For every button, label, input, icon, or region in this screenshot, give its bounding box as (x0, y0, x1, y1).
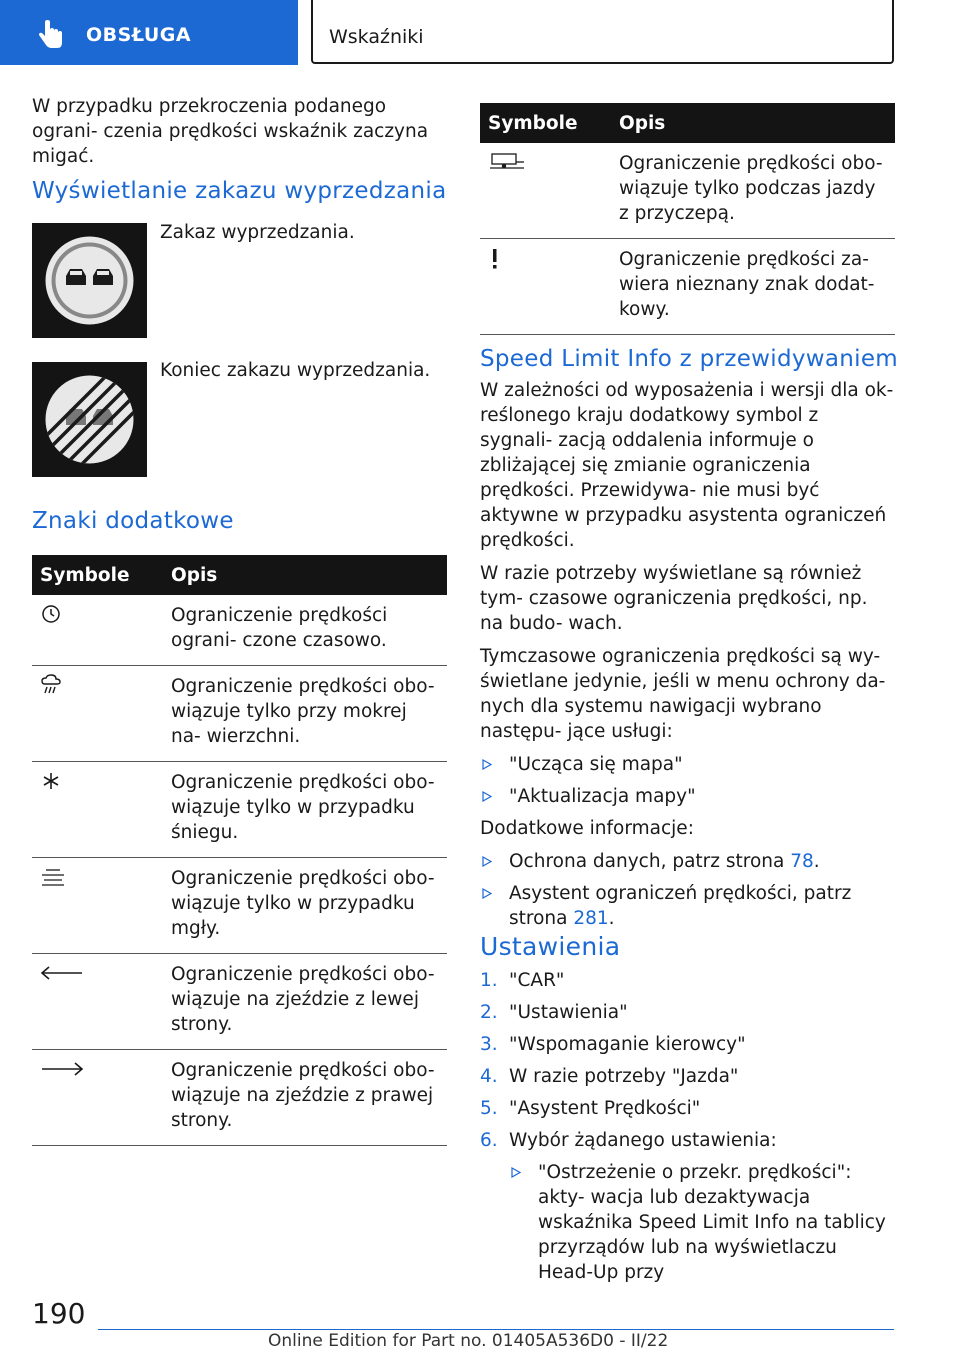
symbol-cell (32, 858, 171, 954)
service-item-text: "Aktualizacja mapy" (509, 786, 696, 807)
list-item (480, 784, 895, 809)
description-cell: Ograniczenie prędkości obo- wiązuje tylko w przypadku mgły. (171, 858, 447, 954)
no-overtaking-sign-icon (32, 223, 147, 338)
page-link-281[interactable]: 281 (573, 908, 609, 929)
column-header-symbol: Symbole (480, 103, 619, 143)
list-item (480, 849, 895, 874)
end-no-overtaking-sign-image (32, 362, 147, 477)
steps-list (480, 968, 895, 1153)
description-cell: Ograniczenie prędkości obo- wiązuje tylko przy mokrej na- wierzchni. (171, 666, 447, 762)
step-text: "CAR" (509, 970, 565, 991)
sli-body (480, 378, 895, 938)
description-cell: Ograniczenie prędkości obo- wiązuje tylko w przypadku śniegu. (171, 762, 447, 858)
service-item-text: "Ucząca się mapa" (509, 754, 683, 775)
step-number: 1. (480, 970, 498, 991)
intro-paragraph: W przypadku przekroczenia podanego ograni- czenia prędkości wskaźnik zaczyna migać. (32, 96, 429, 167)
fog-icon (40, 866, 66, 888)
symbol-cell (480, 143, 619, 239)
table-row (32, 595, 447, 666)
step-number: 6. (480, 1130, 498, 1151)
description-cell: Ograniczenie prędkości za- wiera nieznany znak dodat- kowy. (619, 239, 895, 335)
sli-heading: Speed Limit Info z przewidywaniem (480, 346, 898, 372)
page-link-78[interactable]: 78 (790, 851, 814, 872)
description-cell: Ograniczenie prędkości ograni- czone czasowo. (171, 595, 447, 666)
step-number: 5. (480, 1098, 498, 1119)
more-info-suffix: . (813, 851, 820, 872)
trailer-icon (488, 151, 526, 173)
footer-rule (98, 1329, 894, 1330)
step-number: 3. (480, 1034, 498, 1055)
additional-signs-table (32, 555, 447, 1146)
extra-signs-table-wrap (480, 103, 895, 335)
setting-option-text: "Ostrzeżenie o przekr. prędkości": akty- wacja lub dezaktywacja wskaźnika Speed Limit Info na tablicy przyrządów lub na wyświetlaczu Head-Up przy (538, 1162, 886, 1283)
bullet-triangle-icon (482, 759, 492, 770)
additional-signs-table-wrap (32, 555, 447, 1146)
page-number: 190 (32, 1297, 86, 1330)
snowflake-icon (40, 770, 62, 792)
symbol-cell (32, 762, 171, 858)
table-row (32, 954, 447, 1050)
sli-paragraph-2: W razie potrzeby wyświetlane są również tym- czasowe ograniczenia prędkości, np. na budo- wach. (480, 563, 868, 634)
bullet-triangle-icon (482, 856, 492, 867)
no-overtaking-caption: Zakaz wyprzedzania. (160, 222, 355, 243)
list-item (509, 1160, 889, 1285)
arrow-right-icon (40, 1058, 84, 1080)
setting-options-list (509, 1160, 889, 1285)
symbol-cell (32, 1050, 171, 1146)
column-header-description: Opis (171, 555, 447, 595)
more-info-text: Ochrona danych, patrz strona (509, 851, 791, 872)
chapter-header (311, 0, 894, 64)
more-info-text: Asystent ograniczeń prędkości, patrz strona (509, 883, 852, 929)
step-item (480, 1064, 895, 1089)
step-text: W razie potrzeby "Jazda" (509, 1066, 739, 1087)
table-row (32, 762, 447, 858)
step-item (480, 968, 895, 993)
table-header-row (32, 555, 447, 595)
clock-icon (40, 603, 62, 625)
step-text: "Ustawienia" (509, 1002, 628, 1023)
step-item (480, 1032, 895, 1057)
table-row (32, 1050, 447, 1146)
step-text: "Wspomaganie kierowcy" (509, 1034, 746, 1055)
description-cell: Ograniczenie prędkości obo- wiązuje na zjeździe z prawej strony. (171, 1050, 447, 1146)
section-label: OBSŁUGA (86, 24, 192, 46)
chapter-title: Wskaźniki (329, 26, 424, 48)
bullet-triangle-icon (511, 1167, 521, 1178)
section-tab (0, 0, 298, 65)
services-list (480, 752, 895, 809)
step-item (480, 1000, 895, 1025)
symbol-cell (32, 666, 171, 762)
table-row (32, 666, 447, 762)
bullet-triangle-icon (482, 888, 492, 899)
extra-signs-table (480, 103, 895, 335)
symbol-cell (480, 239, 619, 335)
edition-info: Online Edition for Part no. 01405A536D0 - II/22 (268, 1331, 669, 1351)
rain-icon (40, 674, 64, 696)
overtaking-heading: Wyświetlanie zakazu wyprzedzania (32, 178, 447, 204)
table-header-row (480, 103, 895, 143)
bullet-triangle-icon (482, 791, 492, 802)
step-number: 2. (480, 1002, 498, 1023)
exclamation-icon (488, 247, 502, 271)
step-number: 4. (480, 1066, 498, 1087)
table-row (480, 239, 895, 335)
step-item (480, 1128, 895, 1153)
end-no-overtaking-sign-icon (32, 362, 147, 477)
settings-steps (480, 968, 895, 1292)
column-header-symbol: Symbole (32, 555, 171, 595)
more-info-list (480, 849, 895, 931)
symbol-cell (32, 595, 171, 666)
step-item (480, 1096, 895, 1121)
additional-signs-heading: Znaki dodatkowe (32, 508, 234, 534)
step-text: Wybór żądanego ustawienia: (509, 1130, 777, 1151)
list-item (480, 881, 895, 931)
settings-heading: Ustawienia (480, 932, 621, 961)
intro-text-block (32, 94, 447, 169)
column-header-description: Opis (619, 103, 895, 143)
hand-pointer-icon (36, 20, 66, 50)
table-row (32, 858, 447, 954)
arrow-left-icon (40, 962, 84, 984)
step-text: "Asystent Prędkości" (509, 1098, 701, 1119)
more-info-suffix: . (608, 908, 615, 929)
table-row (480, 143, 895, 239)
sli-paragraph-1: W zależności od wyposażenia i wersji dla ok- reślonego kraju dodatkowy symbol z sygnali- zacją oddalenia informuje o zbliżającej się zmianie ograniczenia prędkości. Przewidywa- nie musi być aktywne w przypadku asystenta ograniczeń prędkości. (480, 380, 894, 551)
description-cell: Ograniczenie prędkości obo- wiązuje na zjeździe z lewej strony. (171, 954, 447, 1050)
no-overtaking-sign-image (32, 223, 147, 338)
symbol-cell (32, 954, 171, 1050)
list-item (480, 752, 895, 777)
sli-paragraph-3: Tymczasowe ograniczenia prędkości są wy- świetlane jedynie, jeśli w menu ochrony da- nych dla systemu nawigacji wybrano następu- jące usługi: (480, 646, 886, 742)
description-cell: Ograniczenie prędkości obo- wiązuje tylko podczas jazdy z przyczepą. (619, 143, 895, 239)
end-no-overtaking-caption: Koniec zakazu wyprzedzania. (160, 360, 431, 381)
more-info-label: Dodatkowe informacje: (480, 818, 694, 839)
